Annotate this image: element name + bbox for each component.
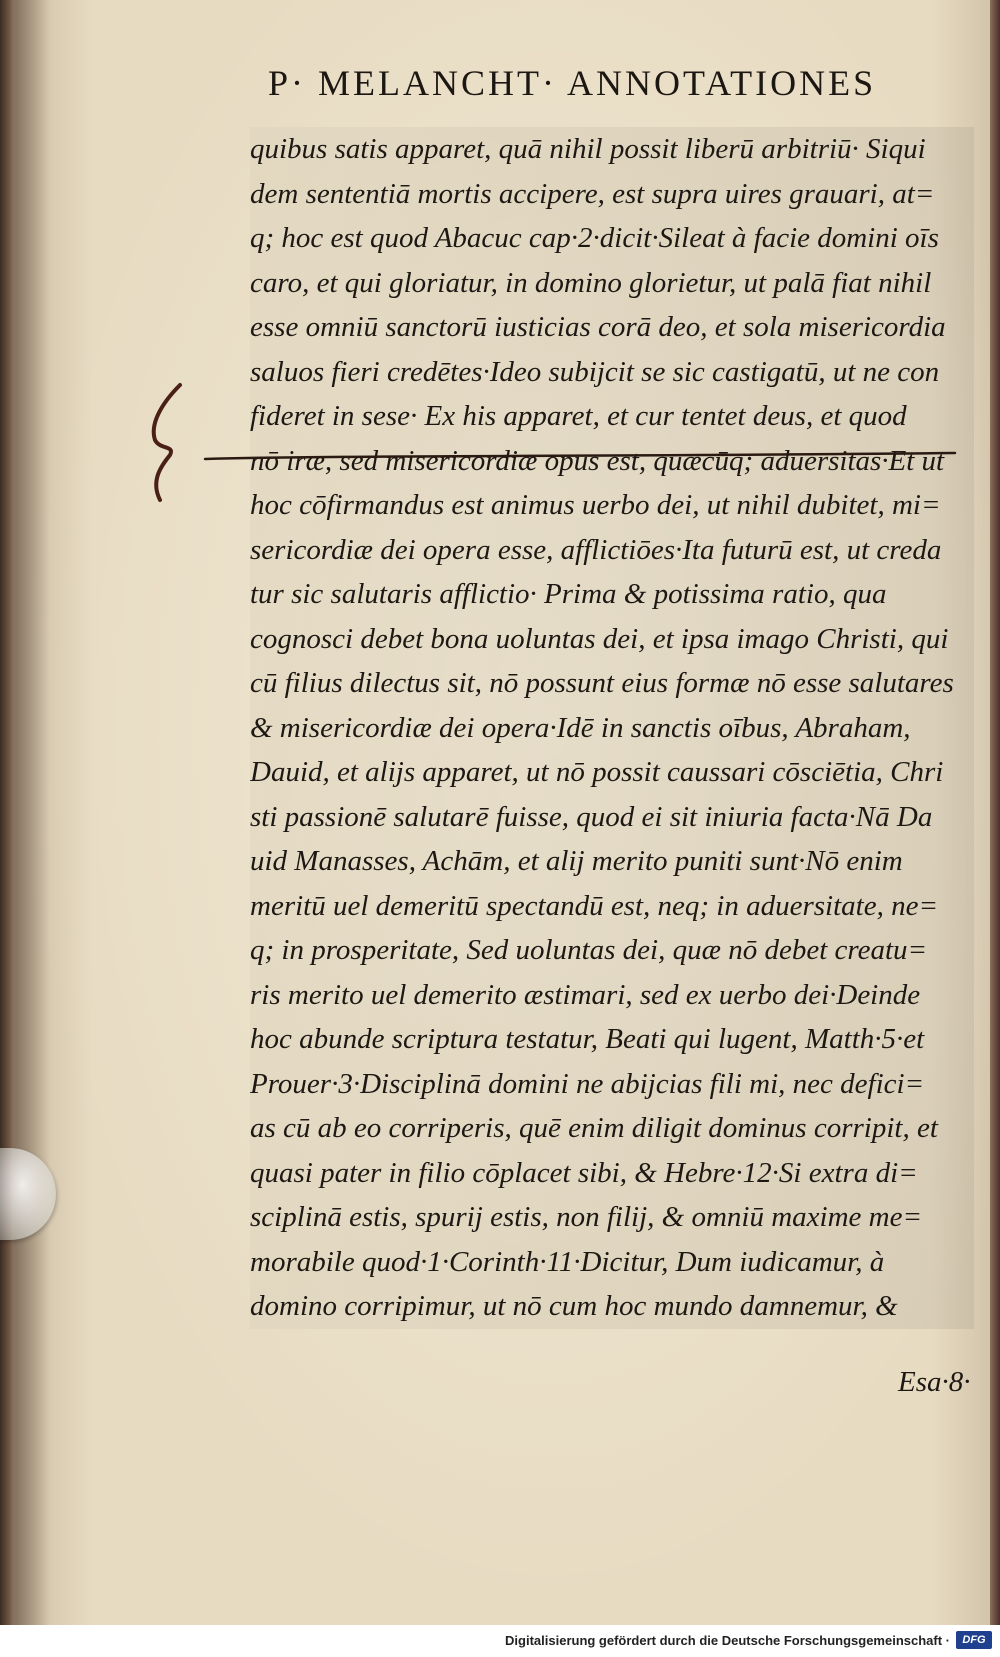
text-line: sericordiæ dei opera esse, afflictiōes·Ita futurū est, ut creda <box>250 528 974 573</box>
text-line: q; hoc est quod Abacuc cap·2·dicit·Sileat à facie domini oīs <box>250 216 974 261</box>
text-line: quasi pater in filio cōplacet sibi, & Hebre·12·Si extra di= <box>250 1151 974 1196</box>
text-line: ris merito uel demerito æstimari, sed ex uerbo dei·Deinde <box>250 973 974 1018</box>
footer-credit-bar <box>0 1625 1000 1657</box>
catchword: Esa·8· <box>898 1366 971 1398</box>
text-line: Dauid, et alijs apparet, ut nō possit caussari cōsciētia, Chri <box>250 750 974 795</box>
text-line: domino corripimur, ut nō cum hoc mundo damnemur, & <box>250 1284 974 1329</box>
dfg-logo: DFG <box>956 1631 992 1649</box>
text-line: cū filius dilectus sit, nō possunt eius formæ nō esse salutares <box>250 661 974 706</box>
text-line: tur sic salutaris afflictio· Prima & potissima ratio, qua <box>250 572 974 617</box>
text-line: q; in prosperitate, Sed uoluntas dei, quæ nō debet creatu= <box>250 928 974 973</box>
main-text <box>250 127 974 1329</box>
text-line: as cū ab eo corriperis, quē enim diligit dominus corripit, et <box>250 1106 974 1151</box>
text-line: quibus satis apparet, quā nihil possit liberū arbitriū· Siqui <box>250 127 974 172</box>
text-line: uid Manasses, Achām, et alij merito puniti sunt·Nō enim <box>250 839 974 884</box>
text-line: hoc cōfirmandus est animus uerbo dei, ut nihil dubitet, mi= <box>250 483 974 528</box>
text-line: cognosci debet bona uoluntas dei, et ipsa imago Christi, qui <box>250 617 974 662</box>
text-line: dem sententiā mortis accipere, est supra uires grauari, at= <box>250 172 974 217</box>
text-line: fideret in sese· Ex his apparet, et cur tentet deus, et quod <box>250 394 974 439</box>
text-line: esse omniū sanctorū iusticias corā deo, et sola misericordia <box>250 305 974 350</box>
footer-credit-text: Digitalisierung gefördert durch die Deutsche Forschungsgemeinschaft · <box>505 1633 950 1648</box>
binding-edge <box>0 0 14 1625</box>
text-line: & misericordiæ dei opera·Idē in sanctis oībus, Abraham, <box>250 706 974 751</box>
text-line: saluos fieri credētes·Ideo subijcit se sic castigatū, ut ne con <box>250 350 974 395</box>
handwritten-underline <box>200 445 960 475</box>
text-line: sciplinā estis, spurij estis, non filij, & omniū maxime me= <box>250 1195 974 1240</box>
text-line: caro, et qui gloriatur, in domino glorietur, ut palā fiat nihil <box>250 261 974 306</box>
running-head: P· MELANCHT· ANNOTATIONES <box>268 63 877 103</box>
text-line: meritū uel demeritū spectandū est, neq; in aduersitate, ne= <box>250 884 974 929</box>
text-line: hoc abunde scriptura testatur, Beati qui lugent, Matth·5·et <box>250 1017 974 1062</box>
text-line: sti passionē salutarē fuisse, quod ei sit iniuria facta·Nā Da <box>250 795 974 840</box>
page-right-edge <box>990 0 1000 1625</box>
gutter-shadow <box>14 0 50 1625</box>
text-line: nō iræ, sed misericordiæ opus est, quæcūq; aduersitas·Et ut <box>250 439 974 484</box>
text-line: morabile quod·1·Corinth·11·Dicitur, Dum iudicamur, à <box>250 1240 974 1285</box>
text-line: Prouer·3·Disciplinā domini ne abijcias fili mi, nec defici= <box>250 1062 974 1107</box>
